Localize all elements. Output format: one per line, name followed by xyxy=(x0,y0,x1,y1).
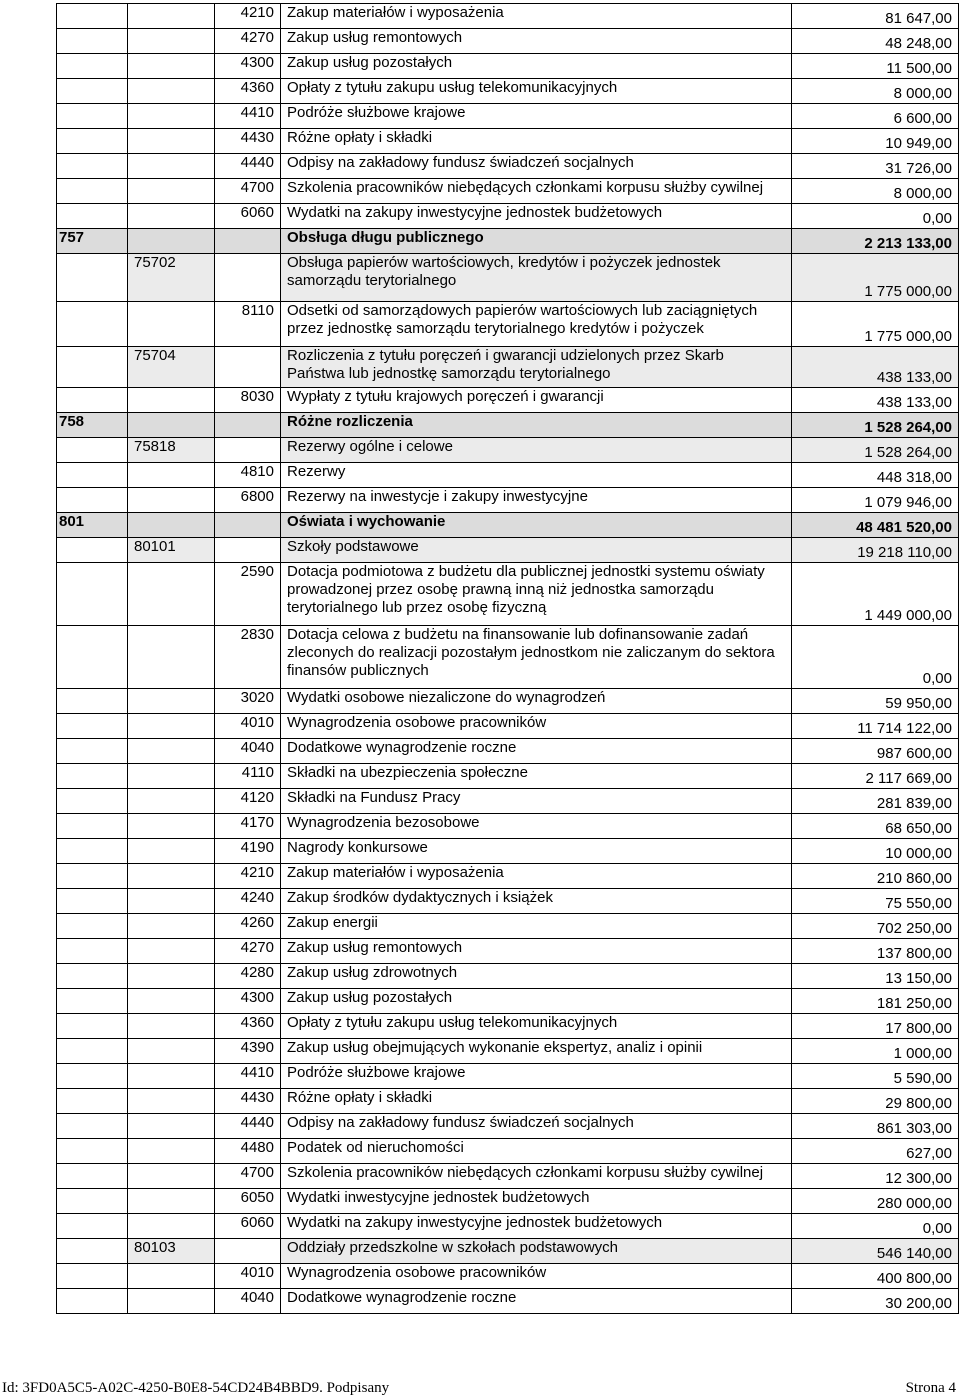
rozdzial-cell xyxy=(128,1264,215,1289)
table-row xyxy=(57,563,959,626)
name-cell: Opłaty z tytułu zakupu usług telekomunikacyjnych xyxy=(281,1014,792,1039)
rozdzial-cell xyxy=(128,864,215,889)
amount-cell: 281 839,00 xyxy=(792,789,959,814)
rozdzial-cell: 80103 xyxy=(128,1239,215,1264)
dzial-cell xyxy=(57,964,128,989)
table-row xyxy=(57,764,959,789)
dzial-cell xyxy=(57,104,128,129)
amount-cell: 438 133,00 xyxy=(792,347,959,388)
name-cell: Podatek od nieruchomości xyxy=(281,1139,792,1164)
rozdzial-cell xyxy=(128,54,215,79)
rozdzial-cell xyxy=(128,29,215,54)
table-row xyxy=(57,1214,959,1239)
rozdzial-cell xyxy=(128,1089,215,1114)
paragraf-cell: 4360 xyxy=(215,79,281,104)
paragraf-cell: 4280 xyxy=(215,964,281,989)
paragraf-cell: 4480 xyxy=(215,1139,281,1164)
name-cell: Zakup materiałów i wyposażenia xyxy=(281,4,792,29)
dzial-cell xyxy=(57,814,128,839)
name-cell: Rozliczenia z tytułu poręczeń i gwarancji udzielonych przez Skarb Państwa lub jednostkę samorządu terytorialnego xyxy=(281,347,792,388)
budget-table xyxy=(56,3,959,1314)
rozdzial-cell xyxy=(128,1014,215,1039)
paragraf-cell: 4300 xyxy=(215,54,281,79)
dzial-cell xyxy=(57,254,128,302)
paragraf-cell: 6060 xyxy=(215,204,281,229)
name-cell: Oświata i wychowanie xyxy=(281,513,792,538)
rozdzial-cell xyxy=(128,129,215,154)
amount-cell: 0,00 xyxy=(792,204,959,229)
name-cell: Rezerwy ogólne i celowe xyxy=(281,438,792,463)
paragraf-cell: 4430 xyxy=(215,1089,281,1114)
table-row xyxy=(57,939,959,964)
amount-cell: 81 647,00 xyxy=(792,4,959,29)
dzial-cell xyxy=(57,1064,128,1089)
rozdzial-cell xyxy=(128,814,215,839)
rozdzial-cell xyxy=(128,839,215,864)
dzial-cell xyxy=(57,538,128,563)
name-cell: Składki na Fundusz Pracy xyxy=(281,789,792,814)
dzial-cell xyxy=(57,154,128,179)
rozdzial-cell xyxy=(128,914,215,939)
rozdzial-cell xyxy=(128,714,215,739)
name-cell: Rezerwy xyxy=(281,463,792,488)
amount-cell: 19 218 110,00 xyxy=(792,538,959,563)
paragraf-cell: 4010 xyxy=(215,714,281,739)
paragraf-cell: 4040 xyxy=(215,739,281,764)
amount-cell: 6 600,00 xyxy=(792,104,959,129)
dzial-cell xyxy=(57,1089,128,1114)
table-row xyxy=(57,1039,959,1064)
table-row xyxy=(57,488,959,513)
name-cell: Dodatkowe wynagrodzenie roczne xyxy=(281,739,792,764)
dzial-cell xyxy=(57,347,128,388)
dzial-cell xyxy=(57,54,128,79)
paragraf-cell: 4410 xyxy=(215,1064,281,1089)
name-cell: Wydatki na zakupy inwestycyjne jednostek budżetowych xyxy=(281,204,792,229)
paragraf-cell: 4210 xyxy=(215,4,281,29)
rozdzial-cell xyxy=(128,154,215,179)
rozdzial-cell xyxy=(128,939,215,964)
rozdzial-cell xyxy=(128,1214,215,1239)
name-cell: Odsetki od samorządowych papierów wartościowych lub zaciągniętych przez jednostkę samorządu terytorialnego kredytów i pożyczek xyxy=(281,302,792,347)
amount-cell: 68 650,00 xyxy=(792,814,959,839)
paragraf-cell: 4810 xyxy=(215,463,281,488)
amount-cell: 546 140,00 xyxy=(792,1239,959,1264)
table-row xyxy=(57,1089,959,1114)
amount-cell: 2 117 669,00 xyxy=(792,764,959,789)
amount-cell: 210 860,00 xyxy=(792,864,959,889)
rozdzial-cell xyxy=(128,764,215,789)
name-cell: Zakup usług remontowych xyxy=(281,29,792,54)
table-row xyxy=(57,513,959,538)
rozdzial-cell xyxy=(128,488,215,513)
amount-cell: 1 079 946,00 xyxy=(792,488,959,513)
paragraf-cell: 4170 xyxy=(215,814,281,839)
rozdzial-cell xyxy=(128,964,215,989)
paragraf-cell xyxy=(215,538,281,563)
amount-cell: 10 949,00 xyxy=(792,129,959,154)
rozdzial-cell xyxy=(128,513,215,538)
dzial-cell xyxy=(57,1239,128,1264)
rozdzial-cell xyxy=(128,79,215,104)
rozdzial-cell xyxy=(128,789,215,814)
amount-cell: 280 000,00 xyxy=(792,1189,959,1214)
dzial-cell xyxy=(57,29,128,54)
table-row xyxy=(57,964,959,989)
dzial-cell xyxy=(57,1014,128,1039)
dzial-cell: 757 xyxy=(57,229,128,254)
paragraf-cell: 4190 xyxy=(215,839,281,864)
amount-cell: 1 528 264,00 xyxy=(792,413,959,438)
paragraf-cell: 3020 xyxy=(215,689,281,714)
name-cell: Zakup energii xyxy=(281,914,792,939)
table-row xyxy=(57,413,959,438)
table-row xyxy=(57,4,959,29)
paragraf-cell xyxy=(215,347,281,388)
table-row xyxy=(57,347,959,388)
dzial-cell xyxy=(57,839,128,864)
name-cell: Różne rozliczenia xyxy=(281,413,792,438)
name-cell: Dotacja celowa z budżetu na finansowanie lub dofinansowanie zadań zleconych do realizacji pozostałym jednostkom nie zaliczanym do sektora finansów publicznych xyxy=(281,626,792,689)
table-row xyxy=(57,1064,959,1089)
dzial-cell: 758 xyxy=(57,413,128,438)
amount-cell: 627,00 xyxy=(792,1139,959,1164)
name-cell: Obsługa długu publicznego xyxy=(281,229,792,254)
amount-cell: 31 726,00 xyxy=(792,154,959,179)
rozdzial-cell xyxy=(128,1164,215,1189)
paragraf-cell xyxy=(215,513,281,538)
dzial-cell xyxy=(57,463,128,488)
dzial-cell xyxy=(57,1039,128,1064)
amount-cell: 0,00 xyxy=(792,1214,959,1239)
table-row xyxy=(57,714,959,739)
rozdzial-cell: 80101 xyxy=(128,538,215,563)
paragraf-cell: 4440 xyxy=(215,1114,281,1139)
table-row xyxy=(57,739,959,764)
name-cell: Wydatki na zakupy inwestycyjne jednostek budżetowych xyxy=(281,1214,792,1239)
name-cell: Zakup usług obejmujących wykonanie ekspertyz, analiz i opinii xyxy=(281,1039,792,1064)
name-cell: Odpisy na zakładowy fundusz świadczeń socjalnych xyxy=(281,154,792,179)
amount-cell: 48 248,00 xyxy=(792,29,959,54)
dzial-cell xyxy=(57,864,128,889)
amount-cell: 1 528 264,00 xyxy=(792,438,959,463)
name-cell: Obsługa papierów wartościowych, kredytów i pożyczek jednostek samorządu terytorialnego xyxy=(281,254,792,302)
rozdzial-cell xyxy=(128,889,215,914)
name-cell: Rezerwy na inwestycje i zakupy inwestycyjne xyxy=(281,488,792,513)
name-cell: Różne opłaty i składki xyxy=(281,129,792,154)
amount-cell: 1 775 000,00 xyxy=(792,254,959,302)
paragraf-cell: 4210 xyxy=(215,864,281,889)
amount-cell: 448 318,00 xyxy=(792,463,959,488)
table-row xyxy=(57,626,959,689)
table-row xyxy=(57,438,959,463)
amount-cell: 75 550,00 xyxy=(792,889,959,914)
paragraf-cell xyxy=(215,254,281,302)
paragraf-cell: 2590 xyxy=(215,563,281,626)
dzial-cell xyxy=(57,889,128,914)
table-row xyxy=(57,302,959,347)
paragraf-cell: 4010 xyxy=(215,1264,281,1289)
dzial-cell xyxy=(57,939,128,964)
name-cell: Składki na ubezpieczenia społeczne xyxy=(281,764,792,789)
amount-cell: 0,00 xyxy=(792,626,959,689)
rozdzial-cell xyxy=(128,1114,215,1139)
rozdzial-cell xyxy=(128,388,215,413)
paragraf-cell: 8030 xyxy=(215,388,281,413)
rozdzial-cell: 75818 xyxy=(128,438,215,463)
name-cell: Zakup usług zdrowotnych xyxy=(281,964,792,989)
rozdzial-cell xyxy=(128,463,215,488)
paragraf-cell: 4410 xyxy=(215,104,281,129)
dzial-cell xyxy=(57,1189,128,1214)
rozdzial-cell xyxy=(128,989,215,1014)
dzial-cell xyxy=(57,204,128,229)
dzial-cell xyxy=(57,714,128,739)
dzial-cell xyxy=(57,129,128,154)
name-cell: Odpisy na zakładowy fundusz świadczeń socjalnych xyxy=(281,1114,792,1139)
paragraf-cell: 8110 xyxy=(215,302,281,347)
amount-cell: 11 500,00 xyxy=(792,54,959,79)
paragraf-cell: 4390 xyxy=(215,1039,281,1064)
dzial-cell xyxy=(57,626,128,689)
amount-cell: 17 800,00 xyxy=(792,1014,959,1039)
table-row xyxy=(57,79,959,104)
table-row xyxy=(57,889,959,914)
table-row xyxy=(57,1289,959,1314)
name-cell: Szkolenia pracowników niebędących członkami korpusu służby cywilnej xyxy=(281,1164,792,1189)
dzial-cell xyxy=(57,914,128,939)
amount-cell: 2 213 133,00 xyxy=(792,229,959,254)
table-row xyxy=(57,229,959,254)
dzial-cell xyxy=(57,739,128,764)
dzial-cell xyxy=(57,179,128,204)
rozdzial-cell xyxy=(128,413,215,438)
paragraf-cell: 4300 xyxy=(215,989,281,1014)
rozdzial-cell xyxy=(128,1189,215,1214)
page-number: Strona 4 xyxy=(905,1380,956,1396)
dzial-cell xyxy=(57,689,128,714)
table-row xyxy=(57,1139,959,1164)
name-cell: Szkoły podstawowe xyxy=(281,538,792,563)
name-cell: Dodatkowe wynagrodzenie roczne xyxy=(281,1289,792,1314)
paragraf-cell: 4270 xyxy=(215,29,281,54)
amount-cell: 8 000,00 xyxy=(792,79,959,104)
dzial-cell xyxy=(57,302,128,347)
name-cell: Wynagrodzenia osobowe pracowników xyxy=(281,1264,792,1289)
dzial-cell xyxy=(57,989,128,1014)
paragraf-cell: 4360 xyxy=(215,1014,281,1039)
rozdzial-cell xyxy=(128,626,215,689)
table-row xyxy=(57,154,959,179)
table-row xyxy=(57,179,959,204)
amount-cell: 10 000,00 xyxy=(792,839,959,864)
paragraf-cell: 6060 xyxy=(215,1214,281,1239)
rozdzial-cell xyxy=(128,229,215,254)
dzial-cell xyxy=(57,764,128,789)
paragraf-cell: 2830 xyxy=(215,626,281,689)
name-cell: Zakup materiałów i wyposażenia xyxy=(281,864,792,889)
paragraf-cell xyxy=(215,1239,281,1264)
table-row xyxy=(57,388,959,413)
amount-cell: 702 250,00 xyxy=(792,914,959,939)
table-row xyxy=(57,1014,959,1039)
table-row xyxy=(57,914,959,939)
amount-cell: 1 775 000,00 xyxy=(792,302,959,347)
table-row xyxy=(57,814,959,839)
table-row xyxy=(57,29,959,54)
dzial-cell: 801 xyxy=(57,513,128,538)
name-cell: Szkolenia pracowników niebędących członkami korpusu służby cywilnej xyxy=(281,179,792,204)
rozdzial-cell: 75704 xyxy=(128,347,215,388)
rozdzial-cell xyxy=(128,302,215,347)
table-row xyxy=(57,1264,959,1289)
paragraf-cell: 4440 xyxy=(215,154,281,179)
name-cell: Różne opłaty i składki xyxy=(281,1089,792,1114)
dzial-cell xyxy=(57,563,128,626)
dzial-cell xyxy=(57,79,128,104)
table-row xyxy=(57,864,959,889)
rozdzial-cell xyxy=(128,4,215,29)
name-cell: Zakup usług pozostałych xyxy=(281,989,792,1014)
rozdzial-cell xyxy=(128,689,215,714)
amount-cell: 8 000,00 xyxy=(792,179,959,204)
name-cell: Zakup środków dydaktycznych i książek xyxy=(281,889,792,914)
name-cell: Nagrody konkursowe xyxy=(281,839,792,864)
name-cell: Dotacja podmiotowa z budżetu dla publicznej jednostki systemu oświaty prowadzonej przez osobę prawną inną niż jednostka samorządu terytorialnego lub przez osobę fizyczną xyxy=(281,563,792,626)
dzial-cell xyxy=(57,1139,128,1164)
table-row xyxy=(57,989,959,1014)
dzial-cell xyxy=(57,4,128,29)
rozdzial-cell xyxy=(128,204,215,229)
table-row xyxy=(57,204,959,229)
rozdzial-cell xyxy=(128,1139,215,1164)
name-cell: Oddziały przedszkolne w szkołach podstawowych xyxy=(281,1239,792,1264)
table-row xyxy=(57,463,959,488)
table-row xyxy=(57,254,959,302)
amount-cell: 137 800,00 xyxy=(792,939,959,964)
dzial-cell xyxy=(57,1214,128,1239)
name-cell: Opłaty z tytułu zakupu usług telekomunikacyjnych xyxy=(281,79,792,104)
amount-cell: 5 590,00 xyxy=(792,1064,959,1089)
table-row xyxy=(57,538,959,563)
table-row xyxy=(57,689,959,714)
amount-cell: 1 449 000,00 xyxy=(792,563,959,626)
table-row xyxy=(57,789,959,814)
document-id: Id: 3FD0A5C5-A02C-4250-B0E8-54CD24B4BBD9. Podpisany xyxy=(2,1380,390,1396)
amount-cell: 30 200,00 xyxy=(792,1289,959,1314)
amount-cell: 181 250,00 xyxy=(792,989,959,1014)
name-cell: Wydatki inwestycyjne jednostek budżetowych xyxy=(281,1189,792,1214)
paragraf-cell: 4270 xyxy=(215,939,281,964)
paragraf-cell: 4120 xyxy=(215,789,281,814)
table-row xyxy=(57,104,959,129)
paragraf-cell xyxy=(215,438,281,463)
table-row xyxy=(57,129,959,154)
table-row xyxy=(57,1164,959,1189)
amount-cell: 11 714 122,00 xyxy=(792,714,959,739)
amount-cell: 1 000,00 xyxy=(792,1039,959,1064)
dzial-cell xyxy=(57,789,128,814)
rozdzial-cell xyxy=(128,179,215,204)
paragraf-cell: 6050 xyxy=(215,1189,281,1214)
name-cell: Zakup usług remontowych xyxy=(281,939,792,964)
amount-cell: 29 800,00 xyxy=(792,1089,959,1114)
rozdzial-cell xyxy=(128,1039,215,1064)
dzial-cell xyxy=(57,1264,128,1289)
dzial-cell xyxy=(57,1289,128,1314)
paragraf-cell: 4700 xyxy=(215,1164,281,1189)
rozdzial-cell xyxy=(128,104,215,129)
name-cell: Wynagrodzenia osobowe pracowników xyxy=(281,714,792,739)
amount-cell: 987 600,00 xyxy=(792,739,959,764)
amount-cell: 59 950,00 xyxy=(792,689,959,714)
rozdzial-cell xyxy=(128,739,215,764)
name-cell: Zakup usług pozostałych xyxy=(281,54,792,79)
table-row xyxy=(57,1114,959,1139)
table-row xyxy=(57,839,959,864)
rozdzial-cell xyxy=(128,1289,215,1314)
paragraf-cell: 4240 xyxy=(215,889,281,914)
paragraf-cell: 4110 xyxy=(215,764,281,789)
paragraf-cell: 4040 xyxy=(215,1289,281,1314)
dzial-cell xyxy=(57,438,128,463)
name-cell: Podróże służbowe krajowe xyxy=(281,104,792,129)
paragraf-cell: 6800 xyxy=(215,488,281,513)
page-footer xyxy=(0,1378,960,1398)
amount-cell: 13 150,00 xyxy=(792,964,959,989)
dzial-cell xyxy=(57,1164,128,1189)
table-row xyxy=(57,1189,959,1214)
table-row xyxy=(57,54,959,79)
rozdzial-cell xyxy=(128,563,215,626)
dzial-cell xyxy=(57,388,128,413)
name-cell: Podróże służbowe krajowe xyxy=(281,1064,792,1089)
rozdzial-cell xyxy=(128,1064,215,1089)
paragraf-cell: 4260 xyxy=(215,914,281,939)
amount-cell: 48 481 520,00 xyxy=(792,513,959,538)
paragraf-cell xyxy=(215,229,281,254)
amount-cell: 861 303,00 xyxy=(792,1114,959,1139)
table-row xyxy=(57,1239,959,1264)
amount-cell: 438 133,00 xyxy=(792,388,959,413)
amount-cell: 400 800,00 xyxy=(792,1264,959,1289)
paragraf-cell: 4700 xyxy=(215,179,281,204)
name-cell: Wydatki osobowe niezaliczone do wynagrodzeń xyxy=(281,689,792,714)
dzial-cell xyxy=(57,488,128,513)
name-cell: Wypłaty z tytułu krajowych poręczeń i gwarancji xyxy=(281,388,792,413)
amount-cell: 12 300,00 xyxy=(792,1164,959,1189)
name-cell: Wynagrodzenia bezosobowe xyxy=(281,814,792,839)
rozdzial-cell: 75702 xyxy=(128,254,215,302)
paragraf-cell xyxy=(215,413,281,438)
paragraf-cell: 4430 xyxy=(215,129,281,154)
dzial-cell xyxy=(57,1114,128,1139)
